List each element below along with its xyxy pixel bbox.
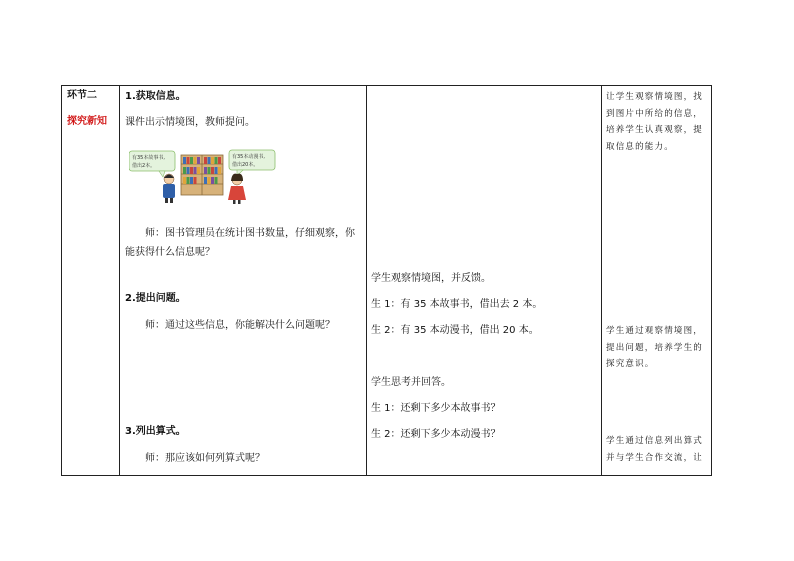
left-bubble-line2: 借出2本。 — [132, 163, 156, 169]
lesson-plan-table — [61, 85, 712, 476]
design-note-2: 学生通过观察情境图，提出问题，培养学生的探究意识。 — [606, 326, 704, 369]
left-bubble-line1: 有35本故事书, — [132, 155, 165, 161]
stage-label: 环节二 — [67, 90, 97, 101]
girl-figure-icon — [228, 174, 246, 204]
bookshelf-icon — [181, 155, 223, 195]
step2-heading: 2.提出问题。 — [125, 293, 186, 304]
design-note-3: 学生通过信息列出算式并与学生合作交流，让 — [606, 436, 704, 463]
teacher-activity-cell — [119, 86, 366, 475]
step3-question: 师：那应该如何列算式呢？ — [145, 453, 265, 464]
step1-intro: 课件出示情境图，教师提问。 — [125, 117, 255, 128]
student-step1-intro: 学生观察情境图，并反馈。 — [371, 273, 491, 284]
right-bubble-line1: 有35本动漫书, — [232, 154, 265, 160]
library-scene-illustration — [129, 148, 289, 204]
student-step2-intro: 学生思考并回答。 — [371, 377, 451, 388]
boy-figure-icon — [163, 174, 175, 203]
student-step2-answer-1: 生 1：还剩下多少本故事书？ — [371, 403, 501, 414]
step1-heading: 1.获取信息。 — [125, 91, 186, 102]
design-note-1: 让学生观察情境图，找到图片中所给的信息，培养学生认真观察，提取信息的能力。 — [606, 92, 704, 152]
right-bubble-line2: 借出20本。 — [232, 162, 259, 168]
student-step2-answer-2: 生 2：还剩下多少本动漫书？ — [371, 429, 501, 440]
stage-cell — [62, 86, 119, 475]
student-activity-cell — [366, 86, 601, 475]
student-step1-answer-1: 生 1：有 35 本故事书，借出去 2 本。 — [371, 299, 543, 310]
design-intent-cell — [601, 86, 713, 475]
step2-question: 师：通过这些信息，你能解决什么问题呢？ — [145, 320, 335, 331]
stage-title: 探究新知 — [67, 116, 107, 127]
student-step1-answer-2: 生 2：有 35 本动漫书，借出 20 本。 — [371, 325, 539, 336]
step3-heading: 3.列出算式。 — [125, 426, 186, 437]
step1-question: 师：图书管理员在统计图书数量，仔细观察，你能获得什么信息呢？ — [125, 228, 355, 258]
